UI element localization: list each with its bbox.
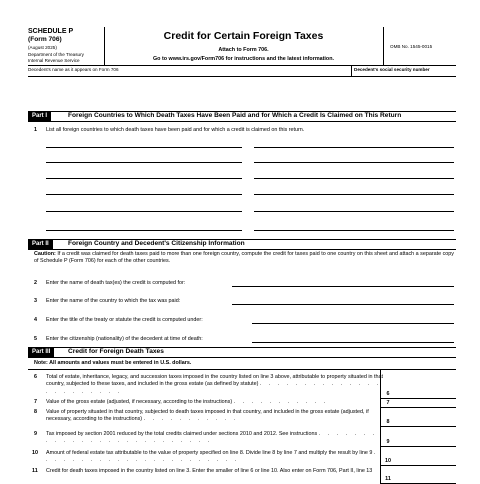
department-label: Department of the Treasury <box>28 52 84 57</box>
part1-title: Foreign Countries to Which Death Taxes Have Been Paid and for Which a Credit Is Claimed on This Return <box>68 112 402 119</box>
line3-number: 3 <box>34 298 37 304</box>
line7-number: 7 <box>34 399 37 405</box>
treaty-title-field[interactable] <box>252 323 454 324</box>
line9-text: Tax imposed by section 2001 reduced by the total credits claimed under sections 2010 and 2012. See instructions . . . . . . . . . . . . . . . . . . . . . . . . . . <box>46 431 378 445</box>
country-entry-line[interactable] <box>46 194 242 195</box>
line6-box-label: 6 <box>380 390 395 399</box>
form-title: Credit for Certain Foreign Taxes <box>163 30 324 42</box>
line10-text: Amount of federal estate tax attributable to the value of property specified on line 8. Divide line 8 by line 7 and multiply the result by line 9 . . . . . . . . . . . . . . . . . . . . . . . <box>46 450 379 464</box>
line7-text: Value of the gross estate (adjusted, if necessary, according to the instructions) . . . . . . . . . . . <box>46 399 329 405</box>
line8-box-label: 8 <box>380 418 395 427</box>
line7-amount-field[interactable] <box>394 399 456 408</box>
country-entry-line[interactable] <box>254 162 454 163</box>
line10-amount-field[interactable] <box>394 457 456 466</box>
citizenship-field[interactable] <box>252 342 454 343</box>
line9-box-label: 9 <box>380 438 395 447</box>
line11-number: 11 <box>32 468 38 474</box>
schedule-label: SCHEDULE P <box>28 28 74 35</box>
part1-label: Part I <box>28 112 51 121</box>
line7-box-label: 7 <box>380 399 395 408</box>
part3-title: Credit for Foreign Death Taxes <box>68 348 164 355</box>
line8-amount-field[interactable] <box>394 418 456 427</box>
line4-number: 4 <box>34 317 37 323</box>
omb-number: OMB No. 1545-0015 <box>390 44 433 49</box>
attach-instruction: Attach to Form 706. <box>218 47 269 53</box>
line6-text: Total of estate, inheritance, legacy, and succession taxes imposed in the country listed on line 3 above, attributable to property situated in that country, subjected to these taxes, and included in the gross estate (as defined by statute) . . . . . . . . . . . . . . . . . . . . . . . <box>46 374 384 395</box>
line8-number: 8 <box>34 409 37 415</box>
country-entry-line[interactable] <box>254 178 454 179</box>
country-name-field[interactable] <box>232 304 454 305</box>
part2-label: Part II <box>28 240 53 249</box>
death-tax-name-field[interactable] <box>232 286 454 287</box>
country-entry-line[interactable] <box>46 178 242 179</box>
agency-label: Internal Revenue Service <box>28 58 80 63</box>
line5-number: 5 <box>34 336 37 342</box>
line2-text: Enter the name of death tax(es) the credit is computed for: <box>46 280 186 286</box>
country-entry-line[interactable] <box>46 230 242 231</box>
line6-number: 6 <box>34 374 37 380</box>
country-entry-line[interactable] <box>254 147 454 148</box>
goto-instruction: Go to www.irs.gov/Form706 for instructions and the latest information. <box>152 56 334 62</box>
line3-text: Enter the name of the country to which the tax was paid: <box>46 298 181 304</box>
country-entry-line[interactable] <box>46 147 242 148</box>
line11-text: Credit for death taxes imposed in the country listed on line 3. Enter the smaller of line 6 or line 10. Also enter on Form 706, Part II, line 13 <box>46 468 373 474</box>
form-number: (Form 706) <box>28 36 62 43</box>
country-entry-line[interactable] <box>254 194 454 195</box>
country-entry-line[interactable] <box>46 162 242 163</box>
part3-label: Part III <box>28 348 54 357</box>
line9-number: 9 <box>34 431 37 437</box>
country-entry-line[interactable] <box>254 230 454 231</box>
line9-amount-field[interactable] <box>394 438 456 447</box>
line2-number: 2 <box>34 280 37 286</box>
line11-box-label: 11 <box>380 475 395 484</box>
line1-number: 1 <box>34 127 37 133</box>
caution-label: Caution: <box>34 251 56 257</box>
line1-text: List all foreign countries to which death taxes have been paid and for which a credit is claimed on this return. <box>46 127 305 133</box>
dollars-note: Note: All amounts and values must be entered in U.S. dollars. <box>34 360 192 366</box>
ssn-label: Decedent's social security number <box>354 67 430 72</box>
line10-box-label: 10 <box>380 457 395 466</box>
country-entry-line[interactable] <box>254 211 454 212</box>
line10-number: 10 <box>32 450 38 456</box>
line5-text: Enter the citizenship (nationality) of the decedent at time of death: <box>46 336 203 342</box>
revision-date: (August 2025) <box>28 45 57 50</box>
caution-note <box>34 251 454 266</box>
line6-amount-field[interactable] <box>394 390 456 399</box>
line4-text: Enter the title of the treaty or statute the credit is computed under: <box>46 317 203 323</box>
caution-text: If a credit was claimed for death taxes paid to more than one foreign country, compute the credit for taxes paid to one country on this sheet and attach a separate copy of Schedule P (Form 706) for each of the other countries. <box>34 251 454 265</box>
country-entry-line[interactable] <box>46 211 242 212</box>
decedent-name-label: Decedent's name as it appears on Form 706 <box>28 67 119 72</box>
line8-text: Value of property situated in that country, subjected to death taxes imposed in that country, and included in the gross estate (adjusted, if necessary, according to the instructions) . . . . . . . . . . . <box>46 409 369 423</box>
part2-title: Foreign Country and Decedent's Citizenship Information <box>68 240 245 247</box>
